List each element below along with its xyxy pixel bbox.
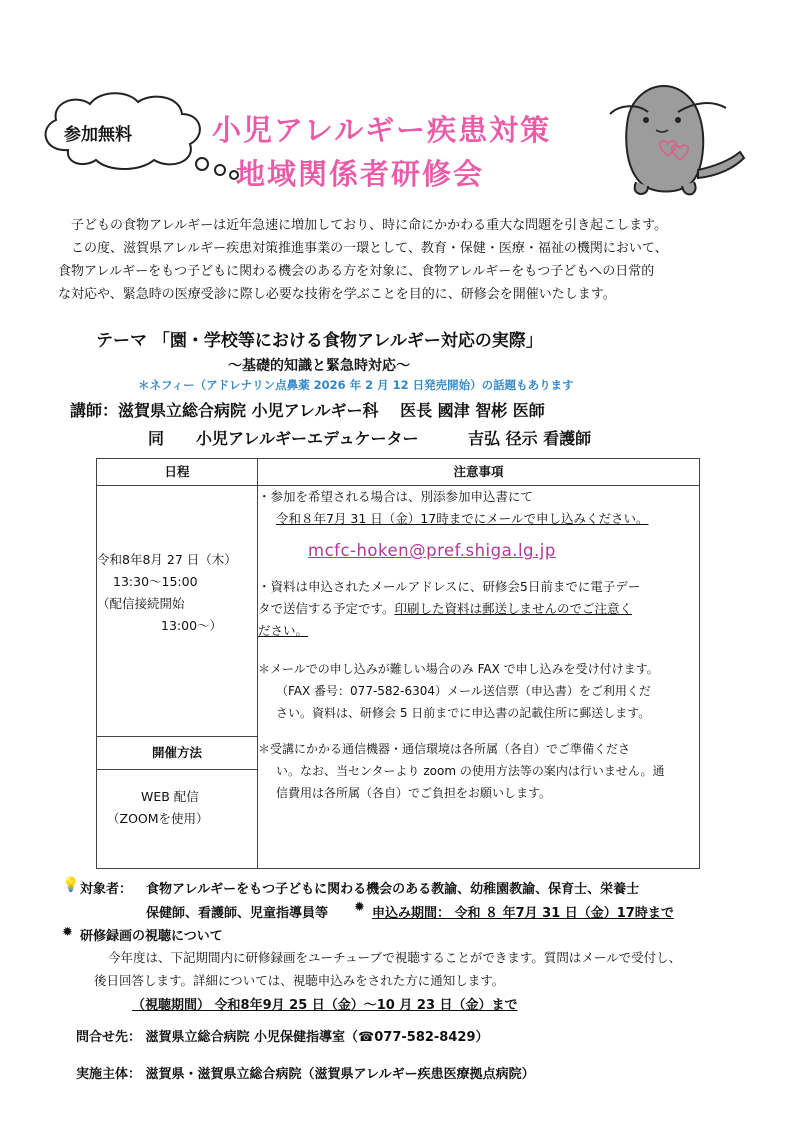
schedule-date: 令和8年8月 27 日（木） (97, 552, 237, 567)
intro-line: この度、滋賀県アレルギー疾患対策推進事業の一環として、教育・保健・医療・福祉の機関において、 (58, 241, 668, 256)
lecturer-line2-name: 吉弘 径示 看護師 (468, 429, 592, 448)
note-materials-warning: 印刷した資料は郵送しませんのでご注意く (394, 601, 633, 616)
lecturer-line2-role: 小児アレルギーエデュケーター (196, 429, 419, 448)
page-title-line2: 地域関係者研修会 (236, 157, 485, 191)
theme-heading: テーマ 「園・学校等における食物アレルギー対応の実際」 (96, 331, 543, 351)
target-line2: 保健師、看護師、児童指導員等 (146, 906, 329, 921)
intro-line: 子どもの食物アレルギーは近年急速に増加しており、時に命にかかわる重大な問題を引き起こします。 (58, 218, 668, 233)
contact-info: 問合せ先： 滋賀県立総合病院 小児保健指導室（☎077-582-8429） (76, 1030, 489, 1045)
method-web: WEB 配信 (141, 789, 199, 804)
note-fax: ＊メールでの申し込みが難しい場合のみ FAX で申し込みを受け付けます。 (258, 662, 659, 676)
method-header: 開催方法 (97, 737, 258, 770)
sun-icon: ✹ (62, 925, 73, 940)
intro-line: 食物アレルギーをもつ子どもに関わる機会のある方を対象に、食物アレルギーをもつ子どもへの日常的 (58, 264, 655, 279)
note-fax-mail: さい。資料は、研修会 5 日前までに申込書の記載住所に郵送します。 (276, 706, 651, 720)
notes-header: 注意事項 (258, 459, 700, 486)
method-zoom: （ZOOMを使用） (107, 811, 209, 826)
note-equipment-zoom: い。なお、当センターより zoom の使用方法等の案内は行いません。通 (276, 764, 665, 778)
recording-desc-line1: 今年度は、下記期間内に研修録画をユーチューブで視聴することができます。質問はメールで受付し、 (108, 950, 682, 965)
page-title-line1: 小児アレルギー疾患対策 (212, 113, 552, 147)
note-apply: ・参加を希望される場合は、別添参加申込書にて (258, 489, 534, 504)
recording-heading: 研修録画の視聴について (80, 929, 223, 944)
mascot-illustration (608, 74, 758, 198)
sun-icon: ✹ (354, 900, 365, 915)
schedule-time: 13:30～15:00 (113, 574, 198, 589)
application-deadline: 申込み期間： 令和 ８ 年7月 31 日（金）17時まで (372, 906, 674, 921)
note-materials-warning-end: ださい。 (258, 623, 309, 638)
note-equipment-cost: 信費用は各所属（各自）でご負担をお願いします。 (276, 786, 552, 800)
recording-desc-line2: 後日回答します。詳細については、視聴申込みをされた方に通知します。 (94, 973, 505, 988)
theme-subtitle: ～基礎的知識と緊急時対応～ (228, 358, 410, 374)
note-materials-cont: タで送信する予定です。 (258, 601, 395, 616)
nasal-spray-note: ＊ネフィー（アドレナリン点鼻薬 2026 年 2 月 12 日発売開始）の話題もあります (138, 378, 574, 392)
recording-period: （視聴期間） 令和8年9月 25 日（金）～10 月 23 日（金）まで (132, 998, 518, 1013)
note-fax-number: （FAX 番号：077-582-6304）メール送信票（申込書）をご利用くだ (276, 684, 651, 698)
free-badge-label: 参加無料 (64, 125, 132, 145)
bulb-icon: 💡 (62, 877, 80, 893)
notes-cell (258, 486, 700, 869)
schedule-header: 日程 (97, 459, 258, 486)
note-materials: ・資料は申込されたメールアドレスに、研修会5日前までに電子デー (258, 579, 641, 594)
target-line1: 食物アレルギーをもつ子どもに関わる機会のある教諭、幼稚園教諭、保育士、栄養士 (146, 882, 640, 897)
contact-email-link[interactable]: mcfc-hoken@pref.shiga.lg.jp (308, 541, 556, 560)
connection-label: （配信接続開始 (97, 596, 185, 611)
note-apply-deadline: 令和８年7月 31 日（金）17時までにメールで申し込みください。 (276, 511, 649, 526)
info-table (96, 458, 700, 869)
organizer-info: 実施主体： 滋賀県・滋賀県立総合病院（滋賀県アレルギー疾患医療拠点病院） (76, 1067, 535, 1082)
connection-time: 13:00～） (161, 618, 223, 633)
lecturer-line2-prefix: 同 (148, 429, 165, 448)
target-label: 対象者： (80, 882, 133, 897)
intro-text (58, 214, 668, 306)
intro-line: な対応や、緊急時の医療受診に際し必要な技術を学ぶことを目的に、研修会を開催いたします。 (58, 287, 616, 302)
lecturer-line1: 講師：滋賀県立総合病院 小児アレルギー科 医長 國津 智彬 医師 (70, 401, 545, 420)
method-cell (97, 770, 258, 869)
schedule-cell (97, 486, 258, 737)
note-equipment: ＊受講にかかる通信機器・通信環境は各所属（各自）でご準備くださ (258, 742, 631, 756)
